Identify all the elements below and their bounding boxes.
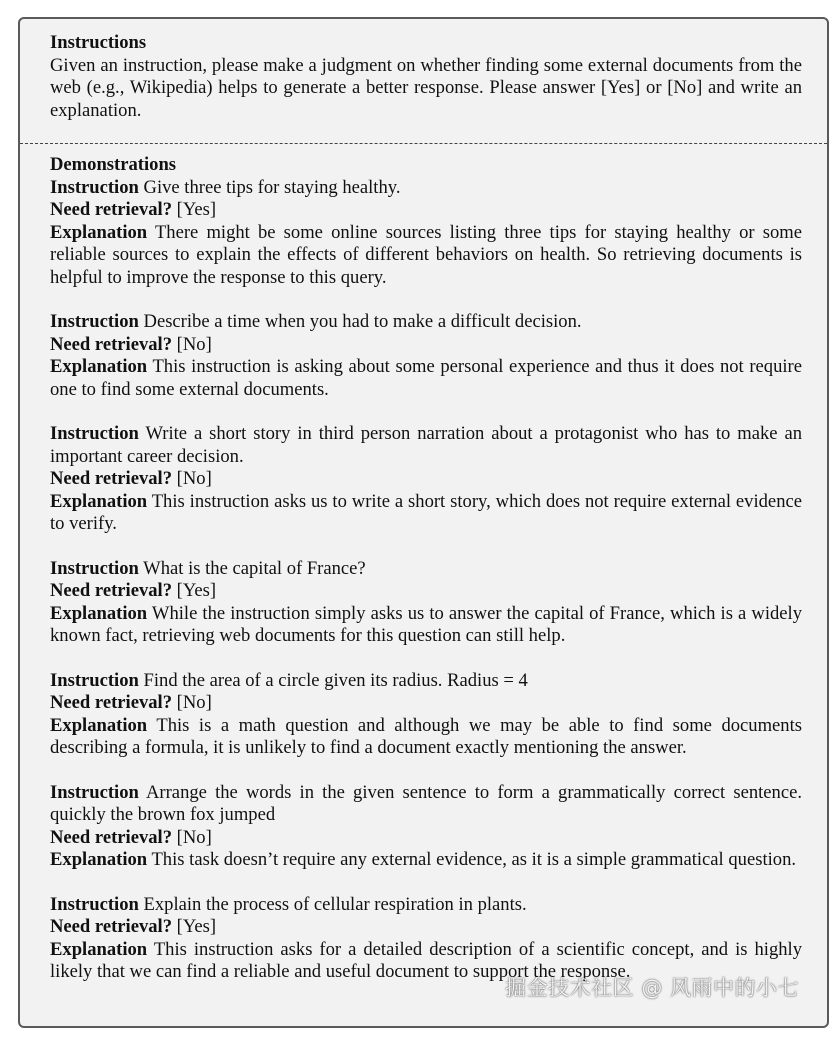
explanation-label: Explanation <box>50 221 148 243</box>
instruction-line <box>50 670 802 693</box>
explanation-text: There might be some online sources listing three tips for staying healthy or some reliable sources to explain the effects of different behaviors on health. So retrieving documents is helpful to improve the response to this query. <box>50 221 802 288</box>
demonstrations-section <box>50 154 802 984</box>
explanation-text: This is a math question and although we may be able to find some documents describing a formula, it is unlikely to find a document exactly mentioning the answer. <box>50 714 803 758</box>
instructions-heading: Instructions <box>50 32 147 53</box>
explanation-label: Explanation <box>50 490 148 512</box>
explanation-line <box>50 603 802 648</box>
need-retrieval-value: [No] <box>176 468 212 489</box>
explanation-label: Explanation <box>50 849 148 870</box>
need-retrieval-label: Need retrieval? <box>50 580 173 601</box>
need-retrieval-line <box>50 199 802 222</box>
need-retrieval-label: Need retrieval? <box>50 333 173 355</box>
explanation-line <box>50 222 802 290</box>
instruction-line <box>50 423 802 468</box>
need-retrieval-label: Need retrieval? <box>50 916 173 937</box>
instruction-text: Give three tips for staying healthy. <box>143 176 401 198</box>
demonstration-item <box>50 177 802 290</box>
demonstration-item <box>50 423 802 536</box>
explanation-line <box>50 849 802 872</box>
instruction-text: Explain the process of cellular respiration in plants. <box>143 893 527 915</box>
demonstration-item <box>50 558 802 648</box>
instruction-line <box>50 894 802 917</box>
explanation-text: This task doesn’t require any external evidence, as it is a simple grammatical question. <box>151 849 797 870</box>
need-retrieval-value: [No] <box>176 826 212 848</box>
instruction-label: Instruction <box>50 893 139 915</box>
demonstration-item <box>50 311 802 401</box>
instruction-label: Instruction <box>50 423 139 444</box>
need-retrieval-line <box>50 334 802 357</box>
need-retrieval-value: [Yes] <box>176 916 217 937</box>
instruction-line <box>50 782 802 827</box>
demonstration-list <box>50 177 802 984</box>
need-retrieval-value: [Yes] <box>176 580 217 601</box>
explanation-label: Explanation <box>50 602 148 624</box>
instructions-text: Given an instruction, please make a judgment on whether finding some external documents from the web (e.g., Wikipedia) helps to generate a better response. Please answer [Yes] or [No] and write an explanation. <box>50 54 802 121</box>
need-retrieval-label: Need retrieval? <box>50 826 173 848</box>
need-retrieval-line <box>50 468 802 491</box>
instructions-section <box>50 32 802 122</box>
watermark: 掘金技术社区 @ 风雨中的小七 <box>505 976 799 1000</box>
instruction-text: Write a short story in third person narration about a protagonist who has to make an important career decision. <box>50 423 803 467</box>
instruction-line <box>50 177 802 200</box>
demonstration-item <box>50 894 802 984</box>
instruction-label: Instruction <box>50 557 139 579</box>
explanation-line <box>50 356 802 401</box>
need-retrieval-label: Need retrieval? <box>50 468 173 489</box>
instruction-line <box>50 311 802 334</box>
need-retrieval-line <box>50 580 802 603</box>
need-retrieval-value: [Yes] <box>176 199 217 220</box>
demonstrations-heading: Demonstrations <box>50 154 177 175</box>
need-retrieval-label: Need retrieval? <box>50 692 173 713</box>
need-retrieval-line <box>50 916 802 939</box>
prompt-box <box>18 17 829 1028</box>
need-retrieval-line <box>50 827 802 850</box>
need-retrieval-label: Need retrieval? <box>50 199 173 220</box>
explanation-text: This instruction asks for a detailed description of a scientific concept, and is highly likely that we can find a reliable and useful document to support the response. <box>50 938 803 982</box>
instruction-text: Find the area of a circle given its radius. Radius = 4 <box>143 669 528 691</box>
instruction-label: Instruction <box>50 781 139 803</box>
explanation-label: Explanation <box>50 714 148 736</box>
instruction-label: Instruction <box>50 176 139 198</box>
need-retrieval-value: [No] <box>176 692 212 713</box>
explanation-text: This instruction asks us to write a short story, which does not require external evidence to verify. <box>50 490 802 534</box>
instruction-label: Instruction <box>50 311 139 332</box>
explanation-text: This instruction is asking about some personal experience and thus it does not require one to find some external documents. <box>50 356 802 400</box>
dashed-divider <box>20 143 827 144</box>
explanation-text: While the instruction simply asks us to answer the capital of France, which is a widely known fact, retrieving web documents for this question can still help. <box>50 602 803 646</box>
instruction-text: What is the capital of France? <box>143 557 366 579</box>
explanation-label: Explanation <box>50 938 148 960</box>
explanation-line <box>50 491 802 536</box>
demonstration-item <box>50 782 802 872</box>
need-retrieval-value: [No] <box>176 333 212 355</box>
explanation-label: Explanation <box>50 356 148 377</box>
explanation-line <box>50 715 802 760</box>
instruction-text: Describe a time when you had to make a difficult decision. <box>143 311 582 332</box>
instruction-text: Arrange the words in the given sentence to form a grammatically correct sentence. quickly the brown fox jumped <box>50 781 803 825</box>
demonstration-item <box>50 670 802 760</box>
need-retrieval-line <box>50 692 802 715</box>
instruction-label: Instruction <box>50 669 139 691</box>
instruction-line <box>50 558 802 581</box>
